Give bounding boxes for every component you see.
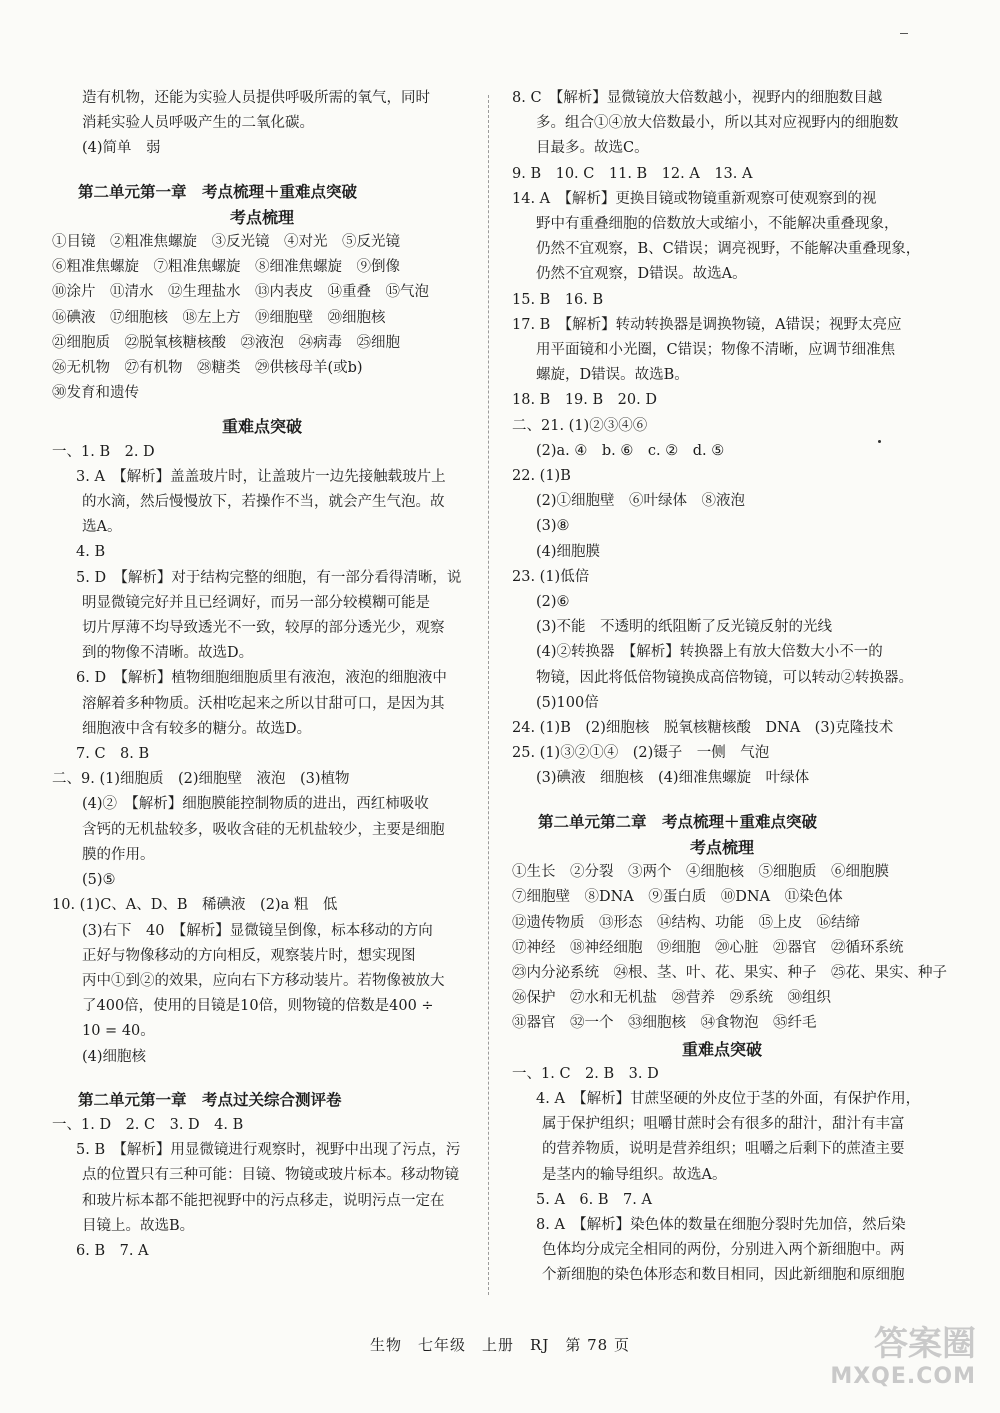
section-heading: 第二单元第二章 考点梳理＋重难点突破 xyxy=(538,812,818,831)
answer-line: 含钙的无机盐较多，吸收含硅的无机盐较少，主要是细胞 xyxy=(82,821,445,838)
answer-line: 螺旋，D错误。故选B。 xyxy=(536,367,689,384)
answer-line: ㉓内分泌系统 ㉔根、茎、叶、花、果实、种子 ㉕花、果实、种子 xyxy=(512,964,947,981)
answer-line: ㉖保护 ㉗水和无机盐 ㉘营养 ㉙系统 ㉚组织 xyxy=(512,990,831,1007)
corner-mark xyxy=(900,33,908,34)
subsection-heading: 考点梳理 xyxy=(689,837,754,857)
answer-line: 15. B 16. B xyxy=(512,291,604,308)
answer-line: ⑥粗准焦螺旋 ⑦粗准焦螺旋 ⑧细准焦螺旋 ⑨倒像 xyxy=(52,259,400,276)
watermark-url: MXQE.COM xyxy=(830,1364,976,1389)
watermark-text: 答案圈 xyxy=(874,1324,976,1364)
answer-line: 25. (1)③②①④ (2)镊子 一侧 气泡 xyxy=(512,745,770,762)
answer-line: (3)不能 不透明的纸阻断了反光镜反射的光线 xyxy=(536,619,833,636)
spacer xyxy=(52,406,472,414)
answer-line: (3)右下 40 【解析】显微镜呈倒像，标本移动的方向 xyxy=(82,922,433,939)
answer-line: (4)细胞膜 xyxy=(536,543,601,560)
answer-line: 的水滴，然后慢慢放下，若操作不当，就会产生气泡。故 xyxy=(82,494,445,511)
answer-line: (2)①细胞壁 ⑥叶绿体 ⑧液泡 xyxy=(536,493,746,510)
answer-line: 野中有重叠细胞的倍数放大或缩小，不能解决重叠现象， xyxy=(536,216,899,233)
answer-line: 5. D 【解析】对于结构完整的细胞，有一部分看得清晰，说 xyxy=(76,569,462,586)
answer-line: 细胞液中含有较多的糖分。故选D。 xyxy=(82,720,312,737)
answer-line: 22. (1)B xyxy=(512,468,571,485)
answer-line: 8. A 【解析】染色体的数量在细胞分裂时先加倍，然后染 xyxy=(536,1216,906,1233)
answer-line: 丙中①到②的效果，应向右下方移动装片。若物像被放大 xyxy=(82,972,445,989)
answer-line: ①生长 ②分裂 ③两个 ④细胞核 ⑤细胞质 ⑥细胞膜 xyxy=(512,864,889,881)
left-column xyxy=(52,86,472,1264)
answer-line: 一、1. D 2. C 3. D 4. B xyxy=(52,1116,244,1133)
answer-line: 6. B 7. A xyxy=(76,1242,149,1259)
answer-line: 溶解着多种物质。沃柑吃起来之所以甘甜可口，是因为其 xyxy=(82,695,445,712)
answer-line: 18. B 19. B 20. D xyxy=(512,392,657,409)
answer-line: 一、1. C 2. B 3. D xyxy=(512,1065,659,1082)
answer-line: 23. (1)低倍 xyxy=(512,568,590,585)
answer-line: 消耗实验人员呼吸产生的二氧化碳。 xyxy=(82,115,314,132)
answer-line: 是茎内的输导组织。故选A。 xyxy=(542,1166,727,1183)
answer-line: 色体均分成完全相同的两份，分别进入两个新细胞中。两 xyxy=(542,1242,905,1259)
answer-line: 10 = 40。 xyxy=(82,1023,155,1040)
answer-line: (4)细胞核 xyxy=(82,1048,147,1065)
answer-line: ㉖无机物 ㉗有机物 ㉘糖类 ㉙供核母羊(或b) xyxy=(52,360,363,377)
answer-line: ⑦细胞壁 ⑧DNA ⑨蛋白质 ⑩DNA ⑪染色体 xyxy=(512,889,843,906)
answer-line: ⑫遗传物质 ⑬形态 ⑭结构、功能 ⑮上皮 ⑯结缔 xyxy=(512,914,860,931)
answer-line: 17. B 【解析】转动转换器是调换物镜，A错误；视野太亮应 xyxy=(512,316,902,333)
answer-line: (2)a. ④ b. ⑥ c. ② d. ⑤ xyxy=(536,442,725,459)
answer-line: 仍然不宜观察，B、C错误；调亮视野，不能解决重叠现象， xyxy=(536,241,921,258)
answer-line: (5)⑤ xyxy=(82,872,116,889)
answer-line: 8. C 【解析】显微镜放大倍数越小，视野内的细胞数目越 xyxy=(512,90,883,106)
answer-line: 和玻片标本都不能把视野中的污点移走，说明污点一定在 xyxy=(82,1192,445,1209)
answer-line: 一、1. B 2. D xyxy=(52,443,155,460)
subsection-heading: 考点梳理 xyxy=(229,207,294,227)
answer-line: 明显微镜完好并且已经调好，而另一部分较模糊可能是 xyxy=(82,594,430,611)
answer-line: 3. A 【解析】盖盖玻片时，让盖玻片一边先接触载玻片上 xyxy=(76,468,446,485)
answer-line: (3)⑧ xyxy=(536,518,570,535)
answer-line: 仍然不宜观察，D错误。故选A。 xyxy=(536,266,747,283)
answer-line: ⑩涂片 ⑪清水 ⑫生理盐水 ⑬内表皮 ⑭重叠 ⑮气泡 xyxy=(52,284,429,301)
answer-line: 4. B xyxy=(76,544,106,561)
page-footer: 生物 七年级 上册 RJ 第 78 页 xyxy=(370,1336,630,1354)
answer-line: (4)② 【解析】细胞膜能控制物质的进出，西红柿吸收 xyxy=(82,796,429,813)
answer-line: 切片厚薄不均导致透光不一致，较厚的部分透光少，观察 xyxy=(82,620,445,637)
answer-line: (4)简单 弱 xyxy=(82,140,161,157)
answer-line: 多。组合①④放大倍数最小，所以其对应视野内的细胞数 xyxy=(536,115,899,132)
answer-line: 正好与物像移动的方向相反，观察装片时，想实现图 xyxy=(82,947,416,964)
answer-line: ㉛器官 ㉜一个 ㉝细胞核 ㉞食物泡 ㉟纤毛 xyxy=(512,1015,817,1032)
column-divider xyxy=(488,95,489,1295)
answer-line: 了400倍，使用的目镜是10倍，则物镜的倍数是400 ÷ xyxy=(82,998,434,1015)
answer-line: 9. B 10. C 11. B 12. A 13. A xyxy=(512,165,753,182)
answer-line: ①目镜 ②粗准焦螺旋 ③反光镜 ④对光 ⑤反光镜 xyxy=(52,234,400,251)
answer-line: (5)100倍 xyxy=(536,694,599,711)
answer-line: 7. C 8. B xyxy=(76,746,150,763)
answer-line: 用平面镜和小光圈，C错误；物像不清晰，应调节细准焦 xyxy=(536,342,896,359)
answer-line: 造有机物，还能为实验人员提供呼吸所需的氧气，同时 xyxy=(82,90,430,106)
answer-line: 二、9. (1)细胞质 (2)细胞壁 液泡 (3)植物 xyxy=(52,771,350,788)
answer-line: 属于保护组织；咀嚼甘蔗时会有很多的甜汁，甜汁有丰富 xyxy=(542,1116,905,1133)
answer-line: 的营养物质，说明是营养组织；咀嚼之后剩下的蔗渣主要 xyxy=(542,1141,905,1158)
watermark-logo xyxy=(832,1316,982,1396)
answer-line: 5. A 6. B 7. A xyxy=(536,1191,652,1208)
answer-line: 物镜，因此将低倍物镜换成高倍物镜，可以转动②转换器。 xyxy=(536,669,913,686)
answer-line: 10. (1)C、A、D、B 稀碘液 (2)a 粗 低 xyxy=(52,897,338,914)
answer-line: 6. D 【解析】植物细胞细胞质里有液泡，液泡的细胞液中 xyxy=(76,670,447,687)
answer-line: 选A。 xyxy=(82,519,122,536)
answer-line: 目最多。故选C。 xyxy=(536,140,649,157)
answer-line: 5. B 【解析】用显微镜进行观察时，视野中出现了污点，污 xyxy=(76,1142,461,1159)
answer-line: ⑰神经 ⑱神经细胞 ⑲细胞 ⑳心脏 ㉑器官 ㉒循环系统 xyxy=(512,939,904,956)
answer-line: 个新细胞的染色体形态和数目相同，因此新细胞和原细胞 xyxy=(542,1267,905,1284)
answer-line: ㉑细胞质 ㉒脱氧核糖核酸 ㉓液泡 ㉔病毒 ㉕细胞 xyxy=(52,334,400,351)
answer-line: (2)⑥ xyxy=(536,594,570,611)
section-heading: 第二单元第一章 考点过关综合测评卷 xyxy=(78,1090,342,1109)
answer-line: (4)②转换器 【解析】转换器上有放大倍数大小不一的 xyxy=(536,644,883,661)
answer-line: (3)碘液 细胞核 (4)细准焦螺旋 叶绿体 xyxy=(536,770,810,787)
answer-line: 点的位置只有三种可能：目镜、物镜或玻片标本。移动物镜 xyxy=(82,1167,459,1184)
right-column xyxy=(512,86,947,1289)
answer-line: 目镜上。故选B。 xyxy=(82,1217,195,1234)
answer-line: 24. (1)B (2)细胞核 脱氧核糖核酸 DNA (3)克隆技术 xyxy=(512,720,894,737)
answer-line: 膜的作用。 xyxy=(82,846,155,863)
answer-line: 二、21. (1)②③④⑥ xyxy=(512,417,648,434)
subsection-heading: 重难点突破 xyxy=(681,1039,762,1059)
answer-line: ㉚发育和遗传 xyxy=(52,385,139,402)
answer-line: 4. A 【解析】甘蔗坚硬的外皮位于茎的外面，有保护作用， xyxy=(536,1090,921,1107)
answer-line: 到的物像不清晰。故选D。 xyxy=(82,645,254,662)
section-heading: 第二单元第一章 考点梳理＋重难点突破 xyxy=(78,182,358,201)
answer-line: ⑯碘液 ⑰细胞核 ⑱左上方 ⑲细胞壁 ⑳细胞核 xyxy=(52,309,386,326)
subsection-heading: 重难点突破 xyxy=(221,417,302,437)
answer-line: 14. A 【解析】更换目镜或物镜重新观察可使观察到的视 xyxy=(512,190,877,207)
